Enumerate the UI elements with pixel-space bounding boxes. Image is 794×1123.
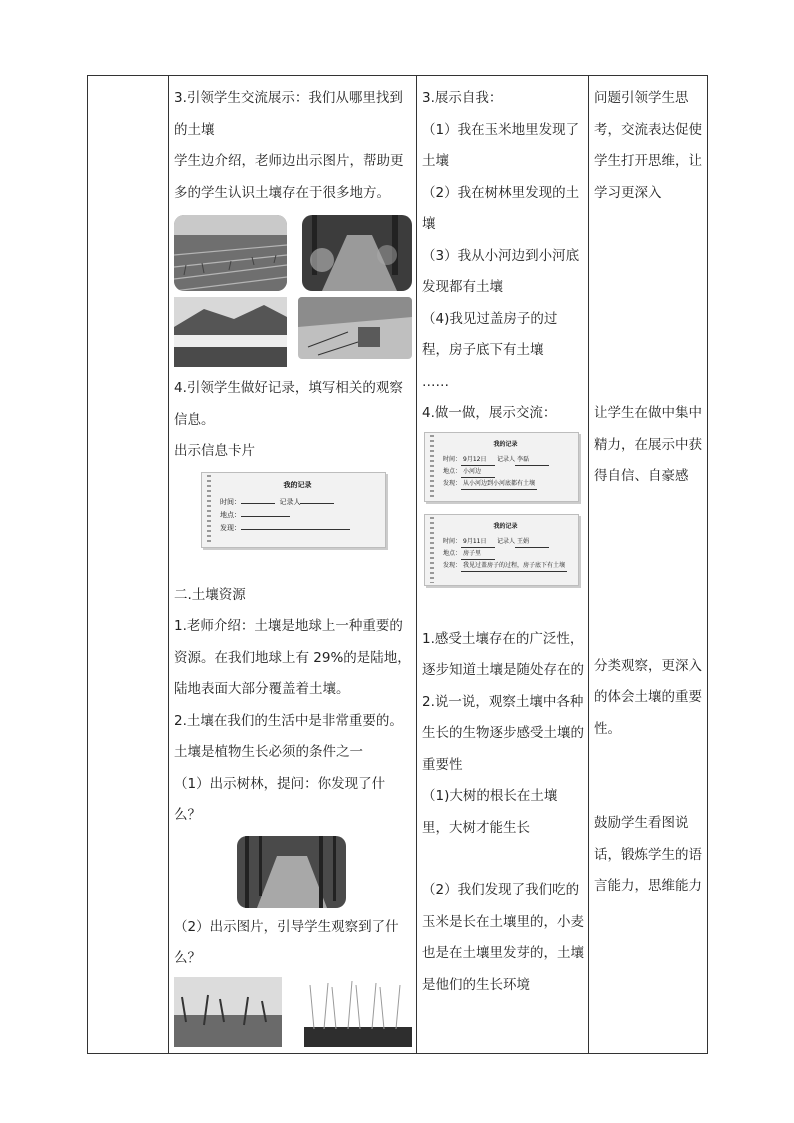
forest-photo xyxy=(237,836,346,908)
paragraph: 鼓励学生看图说话，锻炼学生的语言能力，思维能力 xyxy=(594,815,702,894)
student-activity-column xyxy=(417,76,589,1054)
woods-path-photo xyxy=(302,215,412,291)
paragraph: 1.老师介绍：土壤是地球上一种重要的资源。在我们地球上有 29%的是陆地，陆地表面大部分覆盖着土壤。 xyxy=(174,618,411,697)
paragraph: …… xyxy=(422,373,449,390)
paragraph: 3.展示自我： xyxy=(422,90,503,106)
stage-column xyxy=(88,76,169,1054)
section-heading: 二.土壤资源 xyxy=(174,586,246,603)
lesson-plan-table xyxy=(87,75,708,1054)
record-card-1: 我的记录 时间： 9月12日 记录人 李磊 地点： 小河边 发现： 从小河边到小河底都有土壤 xyxy=(424,432,579,502)
paragraph: 1.感受土壤存在的广泛性，逐步知道土壤是随处存在的 xyxy=(422,630,584,678)
paragraph: （1)大树的根长在土壤里，大树才能生长 xyxy=(422,788,558,836)
paragraph: 问题引领学生思考，交流表达促使学生打开思维，让学习更深入 xyxy=(594,90,702,201)
corn-seedlings-photo xyxy=(174,977,282,1047)
photo-row xyxy=(174,977,412,1047)
paragraph: （1）出示树林，提问：你发现了什么？ xyxy=(174,775,386,823)
blank-record-card: 我的记录 时间： 记录人 地点： 发现： xyxy=(201,472,386,548)
photo-row xyxy=(174,297,412,367)
teacher-activity-column xyxy=(169,76,417,1054)
paragraph: （2）我们发现了我们吃的玉米是长在土壤里的，小麦也是在土壤里发芽的，土壤是他们的生长环境 xyxy=(422,882,584,993)
paragraph: 4.做一做，展示交流： xyxy=(422,405,557,421)
photo-row xyxy=(174,215,412,291)
paragraph: （4)我见过盖房子的过程，房子底下有土壤 xyxy=(422,310,558,358)
paragraph: 学生边介绍，老师边出示图片，帮助更多的学生认识土壤存在于很多地方。 xyxy=(174,153,404,201)
paragraph: 出示信息卡片 xyxy=(174,443,255,459)
paragraph: （3）我从小河边到小河底发现都有土壤 xyxy=(422,247,580,295)
paragraph: 2.土壤在我们的生活中是非常重要的。土壤是植物生长必须的条件之一 xyxy=(174,712,403,760)
card-title: 我的记录 xyxy=(493,522,518,530)
card-title: 我的记录 xyxy=(493,440,518,448)
paragraph: （2）我在树林里发现的土壤 xyxy=(422,184,580,232)
paragraph: 分类观察，更深入的体会土壤的重要性。 xyxy=(594,657,702,737)
wheat-sprouts-photo xyxy=(304,977,412,1047)
paragraph: （2）出示图片，引导学生观察到了什么？ xyxy=(174,918,399,966)
construction-site-photo xyxy=(298,297,412,359)
paragraph: 4.引领学生做好记录，填写相关的观察信息。 xyxy=(174,380,403,428)
cornfield-photo xyxy=(174,215,287,291)
design-intent-column xyxy=(589,76,708,1054)
paragraph: （1）我在玉米地里发现了土壤 xyxy=(422,121,580,169)
paragraph: 3.引领学生交流展示：我们从哪里找到的土壤 xyxy=(174,90,403,138)
paragraph: 2.说一说，观察土壤中各种生长的生物逐步感受土壤的重要性 xyxy=(422,693,584,773)
card-title: 我的记录 xyxy=(283,480,312,489)
record-card-2: 我的记录 时间： 9月11日 记录人 王娟 地点： 房子里 发现： 我见过盖房子的过程，房子底下有土壤 xyxy=(424,514,579,586)
paragraph: 让学生在做中集中精力，在展示中获得自信、自豪感 xyxy=(594,405,702,484)
river-photo xyxy=(174,297,287,367)
